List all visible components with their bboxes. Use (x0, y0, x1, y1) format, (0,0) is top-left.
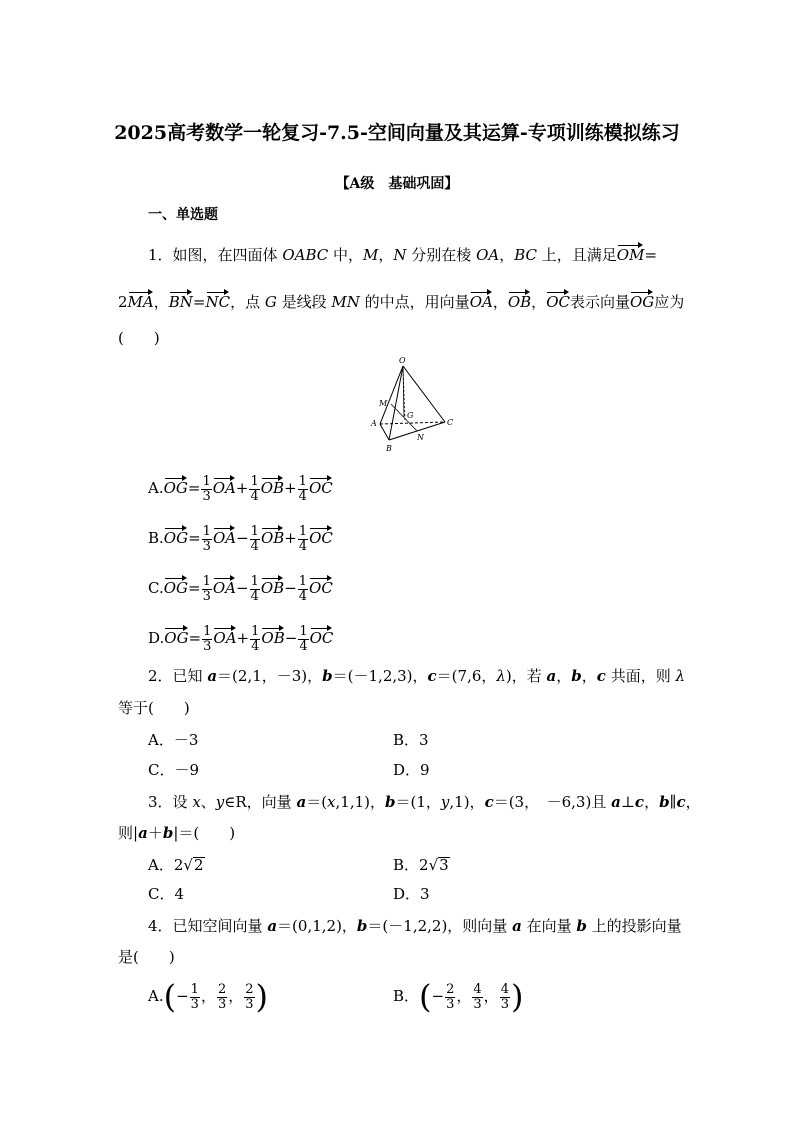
q4-line1: 4．已知空间向量 a＝(0,1,2)，b＝(－1,2,2)，则向量 a 在向量 b 上的投影向量 (148, 917, 682, 935)
figure-label-N: N (417, 433, 424, 442)
q3-option-c[interactable]: C．4 (148, 885, 185, 903)
q1-option-a[interactable]: A.OG= $\frac{1}{3}$ OA+ $\frac{1}{4}$ OB+ $\frac{1}{4}$ OC (148, 474, 333, 504)
figure-label-G: G (407, 411, 414, 420)
q2-option-b[interactable]: B．3 (393, 731, 429, 749)
q2-option-a[interactable]: A．－3 (148, 731, 199, 749)
q2-option-d[interactable]: D．9 (393, 761, 430, 779)
q4-option-b[interactable]: B．(− $\frac{2}{3}$ ， $\frac{4}{3}$ ， $\frac{4}{3}$ ) (393, 977, 524, 1016)
section-heading: 一、单选题 (148, 207, 218, 223)
q4-option-a[interactable]: A.(− $\frac{1}{3}$ ， $\frac{2}{3}$ ， $\frac{2}{3}$ ) (148, 977, 269, 1016)
q4-line2: 是( ) (118, 948, 175, 966)
tetrahedron-figure (365, 352, 465, 458)
q3-line2: 则|a＋b|＝( ) (118, 824, 236, 842)
q3-line1: 3．设 x、y∈R，向量 a＝(x,1,1)，b＝(1，y,1)，c＝(3， －6,3)且 a⊥c，b∥c， (148, 793, 701, 811)
q2-line2: 等于( ) (118, 699, 190, 717)
q1-option-b[interactable]: B.OG= $\frac{1}{3}$ OA− $\frac{1}{4}$ OB+ $\frac{1}{4}$ OC (148, 524, 333, 554)
q2-option-c[interactable]: C．－9 (148, 761, 200, 779)
q1-answer-blank: ( ) (118, 329, 160, 347)
q1-line2: 2MA，BN=NC，点 G 是线段 MN 的中点，用向量OA，OB，OC表示向量OG应为 (118, 290, 684, 310)
figure-label-A: A (371, 419, 377, 428)
document-title: 2025高考数学一轮复习-7.5-空间向量及其运算-专项训练模拟练习 (114, 122, 680, 144)
figure-label-O: O (399, 356, 406, 365)
q3-option-b[interactable]: B．2√3 (393, 856, 449, 874)
q3-option-d[interactable]: D．3 (393, 885, 430, 903)
q1-option-c[interactable]: C.OG= $\frac{1}{3}$ OA− $\frac{1}{4}$ OB− $\frac{1}{4}$ OC (148, 574, 333, 604)
figure-label-C: C (447, 418, 454, 427)
q3-option-a[interactable]: A．2√2 (148, 856, 204, 874)
figure-label-B: B (386, 444, 392, 453)
q2-line1: 2．已知 a＝(2,1，－3)，b＝(－1,2,3)，c＝(7,6，λ)，若 a，b，c 共面，则 λ (148, 667, 685, 685)
q1-option-d[interactable]: D.OG= $\frac{1}{3}$ OA+ $\frac{1}{4}$ OB− $\frac{1}{4}$ OC (148, 624, 334, 654)
figure-label-M: M (379, 399, 388, 408)
level-heading: 【A级 基础巩固】 (335, 176, 459, 192)
q1-line1: 1．如图，在四面体 OABC 中，M，N 分别在棱 OA，BC 上，且满足OM= (148, 243, 657, 263)
